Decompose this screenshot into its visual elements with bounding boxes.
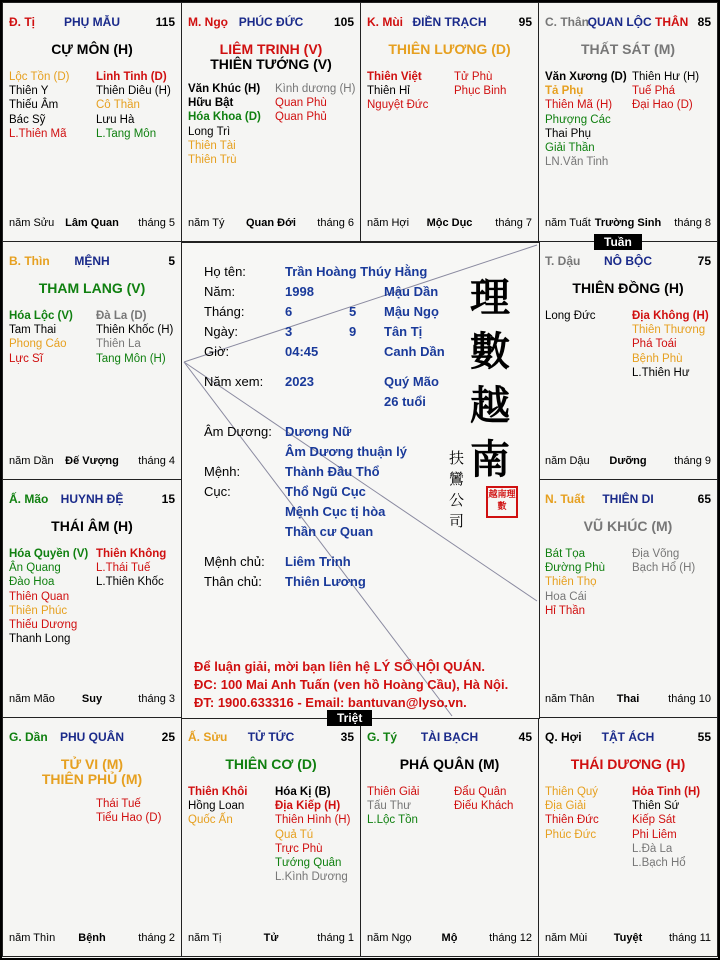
- minor-star: Hữu Bật: [188, 97, 234, 110]
- minor-star: L.Thiên Hư: [632, 366, 690, 379]
- minor-star: Thiên Không: [96, 548, 167, 560]
- palace-name: PHỤ MẪU: [64, 15, 120, 29]
- triet-marker: Triệt: [327, 710, 372, 726]
- palace-age-number: 85: [697, 15, 711, 29]
- minor-star: Thiên Khốc (H): [96, 324, 174, 337]
- palace-year: năm Dần: [9, 455, 54, 467]
- minor-stars-left: [545, 785, 599, 842]
- palace-year: năm Hợi: [367, 217, 410, 229]
- palace-header: [188, 15, 354, 31]
- minor-stars-left: [545, 70, 627, 169]
- minor-star: Thái Tuế: [96, 798, 141, 810]
- palace-name: TỬ TỨC: [247, 730, 295, 744]
- minor-stars-left: [9, 70, 70, 141]
- minor-star: Điếu Khách: [454, 800, 514, 813]
- minor-star: Lộc Tồn (D): [9, 71, 70, 83]
- palace-name: PHÚC ĐỨC: [238, 15, 304, 29]
- minor-star: Thiên Hình (H): [275, 814, 351, 827]
- main-star: THIÊN TƯỚNG (V): [210, 56, 332, 72]
- palace-position: G. Dần: [9, 730, 48, 744]
- palace-month: tháng 2: [138, 932, 175, 944]
- minor-star: Đẩu Quân: [454, 786, 507, 798]
- minor-star: Tuế Phá: [632, 85, 676, 98]
- main-star: CỰ MÔN (H): [51, 41, 133, 57]
- minor-star: Kình dương (H): [275, 83, 356, 95]
- palace-age-number: 95: [518, 15, 532, 29]
- palace-name: NÔ BỘC: [604, 254, 652, 268]
- minor-star: Đà La (D): [96, 310, 147, 322]
- palace-phase: Trường Sinh: [594, 217, 662, 229]
- minor-star: Kiếp Sát: [632, 814, 676, 827]
- palace-name: THIÊN DI: [602, 492, 654, 506]
- palace-name: TẬT ÁCH: [601, 730, 655, 744]
- minor-star: Thiên Y: [9, 85, 49, 98]
- minor-star: Phúc Đức: [545, 828, 597, 841]
- palace-month: tháng 1: [317, 932, 354, 944]
- minor-star: Thiên La: [96, 338, 141, 351]
- palace-age-number: 75: [697, 254, 711, 268]
- center-info-panel: [181, 242, 540, 719]
- minor-star: L.Thiên Khốc: [96, 576, 164, 589]
- minor-star: L.Tang Môn: [96, 127, 157, 140]
- minor-star: Địa Giải: [545, 800, 586, 813]
- minor-star: Thiên Việt: [367, 71, 422, 83]
- palace-year: năm Tuất: [545, 217, 591, 229]
- seal-side-text: [449, 448, 467, 532]
- palace-thien-di: [538, 479, 718, 718]
- palace-name: TÀI BẠCH: [420, 730, 479, 744]
- minor-star: Lưu Hà: [96, 113, 135, 126]
- minor-stars-left: [9, 309, 73, 366]
- seal-side-char: 扶: [449, 449, 465, 467]
- minor-star: Thiên Quan: [9, 590, 70, 603]
- contact-address: ĐC: 100 Mai Anh Tuấn (ven hồ Hoàng Cầu), Hà Nội.: [194, 677, 509, 692]
- minor-stars-left: [367, 785, 419, 828]
- minor-star: Hỏa Tinh (H): [632, 786, 701, 798]
- am-duong-label: Âm Dương:: [204, 424, 272, 439]
- minor-stars-right: [454, 70, 506, 98]
- minor-star: Tấu Thư: [367, 800, 411, 813]
- minor-star: Địa Võng: [632, 548, 680, 560]
- palace-phu-mau: [2, 2, 182, 242]
- main-star: THIÊN CƠ (D): [225, 756, 317, 772]
- palace-footer: [367, 932, 532, 946]
- palace-footer: [188, 932, 354, 946]
- nam-xem-value: 2023: [285, 374, 314, 389]
- ho-ten-value: Trần Hoàng Thúy Hằng: [285, 264, 428, 279]
- minor-stars-right: [96, 797, 161, 825]
- palace-phase: Bệnh: [78, 932, 106, 944]
- palace-name: MỆNH: [74, 254, 110, 268]
- palace-header: [9, 15, 175, 31]
- minor-star: Lực Sĩ: [9, 352, 43, 365]
- minor-stars-right: [96, 309, 173, 366]
- minor-star: Đại Hao (D): [632, 99, 693, 112]
- minor-star: Quả Tú: [275, 828, 314, 841]
- minor-star: Thiên Sứ: [632, 800, 680, 813]
- palace-phase: Tuyệt: [613, 932, 643, 944]
- palace-age-number: 35: [340, 730, 354, 744]
- palace-footer: [545, 693, 711, 707]
- palace-position: G. Tý: [367, 730, 398, 744]
- palace-month: tháng 7: [495, 217, 532, 229]
- palace-age-number: 65: [697, 492, 711, 506]
- minor-star: Hồng Loan: [188, 800, 245, 813]
- minor-star: Thiên Phúc: [9, 604, 68, 617]
- minor-stars-left: [545, 547, 605, 618]
- minor-star: Thiên Trù: [188, 153, 237, 166]
- palace-position: Ấ. Mão: [9, 492, 49, 506]
- minor-star: LN.Văn Tinh: [545, 156, 609, 169]
- minor-star: Thiên Giải: [367, 786, 420, 798]
- palace-age-number: 105: [333, 15, 354, 29]
- seal-char: 越: [470, 382, 510, 429]
- main-star: THÁI DƯƠNG (H): [570, 756, 686, 772]
- main-star: TỬ VI (M): [60, 756, 124, 772]
- minor-star: Đào Hoa: [9, 576, 55, 589]
- palace-footer: [9, 455, 175, 469]
- tuoi-value: 26 tuổi: [384, 394, 426, 409]
- minor-star: Hoa Cái: [545, 590, 587, 603]
- thang-value: 6: [285, 304, 293, 319]
- minor-star: Phi Liêm: [632, 828, 677, 841]
- than-cu-note: Thần cư Quan: [285, 524, 374, 539]
- palace-header: [545, 492, 711, 508]
- palace-year: năm Tý: [188, 217, 225, 229]
- palace-phuc-duc: [181, 2, 361, 242]
- palace-tai-bach: [360, 717, 539, 957]
- minor-star: Thiên Diêu (H): [96, 85, 171, 98]
- palace-footer: [545, 932, 711, 946]
- menh-value: Thành Đầu Thổ: [285, 464, 380, 479]
- minor-star: Trực Phù: [275, 842, 323, 855]
- palace-month: tháng 9: [674, 455, 711, 467]
- than-chu-value: Thiên Lương: [285, 574, 366, 589]
- palace-huynh-de: [2, 479, 182, 718]
- gio-label: Giờ:: [204, 344, 230, 359]
- palace-position: T. Dậu: [545, 254, 581, 268]
- minor-star: Thiếu Âm: [9, 99, 59, 112]
- palace-year: năm Mùi: [545, 932, 588, 944]
- minor-star: Phong Cáo: [9, 338, 67, 351]
- palace-header: [367, 730, 532, 746]
- palace-position: M. Ngọ: [188, 15, 228, 29]
- ngay-am-lich: 9: [349, 324, 357, 339]
- palace-phase: Lâm Quan: [65, 217, 119, 229]
- minor-star: Phá Toái: [632, 338, 677, 351]
- palace-footer: [367, 217, 532, 231]
- palace-phase: Đế Vượng: [65, 455, 119, 467]
- minor-star: L.Đà La: [632, 842, 673, 855]
- palace-phase: Dưỡng: [609, 455, 647, 467]
- minor-stars-left: [188, 785, 247, 828]
- minor-stars-left: [9, 547, 88, 646]
- than-chu-label: Thân chủ:: [204, 574, 262, 589]
- palace-tat-ach: [538, 717, 718, 957]
- palace-phase: Mộc Dục: [426, 217, 473, 229]
- palace-year: năm Thân: [545, 693, 595, 705]
- minor-star: L.Kình Dương: [275, 871, 348, 884]
- minor-star: Văn Xương (D): [545, 71, 627, 83]
- palace-age-number: 115: [155, 15, 175, 29]
- minor-star: L.Bạch Hổ: [632, 856, 686, 869]
- am-duong-value: Dương Nữ: [285, 424, 352, 439]
- palace-month: tháng 12: [489, 932, 532, 944]
- palace-age-number: 25: [161, 730, 175, 744]
- minor-star: Văn Khúc (H): [188, 83, 261, 95]
- palace-position: K. Mùi: [367, 15, 403, 29]
- minor-star: Tử Phù: [454, 71, 493, 83]
- seal-side-char: 公: [449, 491, 465, 509]
- palace-header: [545, 254, 711, 270]
- gio-value: 04:45: [285, 344, 319, 359]
- thang-am-lich: 5: [349, 304, 357, 319]
- ngay-label: Ngày:: [204, 324, 238, 339]
- am-duong-note: Âm Dương thuận lý: [285, 444, 407, 459]
- minor-star: Giải Thần: [545, 141, 595, 154]
- minor-star: Thiên Tài: [188, 139, 236, 152]
- palace-year: năm Thìn: [9, 932, 56, 944]
- minor-star: L.Thiên Mã: [9, 127, 67, 140]
- minor-star: Hỉ Thần: [545, 604, 586, 617]
- palace-footer: [9, 693, 175, 707]
- minor-star: Hóa Khoa (D): [188, 111, 261, 124]
- minor-stars-left: [367, 70, 428, 113]
- palace-menh: [2, 241, 182, 480]
- palace-name: HUYNH ĐỆ: [60, 492, 124, 506]
- minor-star: Thiên Khôi: [188, 786, 248, 798]
- minor-stars-right: [632, 547, 695, 575]
- palace-quan-loc: [538, 2, 718, 242]
- minor-star: Linh Tinh (D): [96, 71, 167, 83]
- palace-footer: [545, 455, 711, 469]
- cuc-note: Mệnh Cục tị hòa: [285, 504, 386, 519]
- palace-month: tháng 5: [138, 217, 175, 229]
- thang-can-chi: Mậu Ngọ: [384, 304, 439, 319]
- palace-header: [545, 730, 711, 746]
- palace-footer: [9, 217, 175, 231]
- palace-month: tháng 6: [317, 217, 354, 229]
- palace-phase: Quan Đới: [246, 217, 296, 229]
- minor-star: Long Trì: [188, 125, 231, 138]
- tuan-marker: Tuần: [594, 234, 642, 250]
- palace-year: năm Tị: [188, 932, 222, 944]
- palace-header: [9, 730, 175, 746]
- minor-star: Địa Kiếp (H): [275, 800, 341, 813]
- palace-position: Q. Hợi: [545, 730, 582, 744]
- minor-star: Thiên Đức: [545, 814, 599, 827]
- main-star: PHÁ QUÂN (M): [399, 756, 500, 772]
- palace-footer: [545, 217, 711, 231]
- palace-footer: [188, 217, 354, 231]
- minor-stars-right: [275, 785, 350, 884]
- palace-year: năm Mão: [9, 693, 55, 705]
- seal-char: 理: [470, 274, 510, 321]
- palace-dien-trach: [360, 2, 539, 242]
- palace-header: [9, 492, 175, 508]
- palace-name: ĐIỀN TRẠCH: [412, 15, 487, 29]
- minor-star: Hóa Kị (B): [275, 786, 331, 798]
- contact-line-1: Để luận giải, mời bạn liên hệ LÝ SỐ HỘI QUÁN.: [194, 659, 485, 674]
- seal-side-char: 鸞: [449, 470, 465, 488]
- palace-header: [9, 254, 175, 270]
- main-star: THIÊN ĐỒNG (H): [572, 280, 684, 296]
- palace-position: C. Thân: [545, 15, 589, 29]
- palace-no-boc: [538, 241, 718, 480]
- minor-star: Bạch Hổ (H): [632, 562, 696, 575]
- ngay-value: 3: [285, 324, 293, 339]
- minor-stars-left: [188, 82, 261, 167]
- minor-star: Thiên Thọ: [545, 576, 597, 589]
- palace-year: năm Dậu: [545, 455, 590, 467]
- minor-star: Thiên Thương: [632, 324, 706, 337]
- cuc-label: Cục:: [204, 484, 231, 499]
- minor-star: Thiên Hỉ: [367, 85, 410, 98]
- nam-xem-can-chi: Quý Mão: [384, 374, 439, 389]
- minor-star: Tả Phụ: [545, 85, 584, 98]
- minor-star: Thai Phụ: [545, 127, 592, 140]
- palace-name: PHU QUÂN: [59, 730, 124, 744]
- minor-star: Long Đức: [545, 310, 596, 322]
- palace-phase: Thai: [616, 693, 640, 705]
- minor-star: Tiểu Hao (D): [96, 812, 162, 825]
- minor-star: Quan Phủ: [275, 111, 327, 124]
- palace-position: N. Tuất: [545, 492, 585, 506]
- minor-star: Tướng Quân: [275, 856, 342, 869]
- minor-star: Quốc Ấn: [188, 814, 233, 827]
- minor-star: Ân Quang: [9, 562, 61, 575]
- palace-month: tháng 11: [668, 932, 711, 944]
- palace-position: Ấ. Sửu: [188, 730, 228, 744]
- main-star: THÁI ÂM (H): [51, 518, 133, 534]
- cuc-value: Thổ Ngũ Cục: [285, 484, 366, 499]
- palace-phase: Tử: [263, 932, 279, 944]
- minor-star: Hóa Quyền (V): [9, 548, 89, 560]
- minor-star: Hóa Lộc (V): [9, 310, 73, 322]
- palace-footer: [9, 932, 175, 946]
- menh-label: Mệnh:: [204, 464, 241, 479]
- main-star: VŨ KHÚC (M): [583, 518, 673, 534]
- seal-char: 南: [470, 436, 510, 483]
- minor-star: Tang Môn (H): [96, 352, 166, 365]
- nam-xem-label: Năm xem:: [204, 374, 264, 389]
- minor-stars-right: [275, 82, 355, 125]
- palace-position: Đ. Tị: [9, 15, 35, 29]
- minor-star: Thanh Long: [9, 633, 71, 646]
- nam-can-chi: Mậu Dần: [384, 284, 439, 299]
- palace-year: năm Ngọ: [367, 932, 412, 944]
- thang-label: Tháng:: [204, 304, 245, 319]
- minor-star: Nguyệt Đức: [367, 99, 429, 112]
- seal-char: 數: [470, 328, 510, 375]
- palace-name: QUAN LỘC THÂN: [587, 15, 689, 29]
- menh-chu-value: Liêm Trinh: [285, 554, 351, 569]
- seal-side-char: 司: [449, 512, 465, 530]
- minor-star: Phượng Các: [545, 113, 611, 126]
- minor-star: Phục Binh: [454, 85, 507, 98]
- minor-star: Bác Sỹ: [9, 113, 46, 126]
- palace-month: tháng 10: [668, 693, 711, 705]
- palace-month: tháng 3: [138, 693, 175, 705]
- palace-position: B. Thìn: [9, 254, 50, 268]
- minor-stars-right: [632, 70, 699, 113]
- minor-star: L.Thái Tuế: [96, 562, 151, 575]
- palace-phase: Suy: [81, 693, 103, 705]
- minor-star: Thiên Quý: [545, 786, 599, 798]
- menh-chu-label: Mệnh chủ:: [204, 554, 265, 569]
- main-star: THAM LANG (V): [38, 280, 146, 296]
- palace-tu-tuc: [181, 717, 361, 957]
- palace-age-number: 55: [697, 730, 711, 744]
- seal-calligraphy: [470, 271, 510, 487]
- palace-phase: Mộ: [441, 932, 458, 944]
- contact-phone-email: ĐT: 1900.633316 - Email: bantuvan@lyso.vn.: [194, 695, 467, 710]
- palace-year: năm Sửu: [9, 217, 55, 229]
- main-star: LIÊM TRINH (V): [219, 41, 323, 57]
- palace-month: tháng 4: [138, 455, 175, 467]
- palace-phu-quan: [2, 717, 182, 957]
- minor-stars-right: [96, 70, 171, 141]
- minor-star: Đường Phù: [545, 562, 605, 575]
- minor-stars-right: [632, 785, 700, 870]
- minor-star: Địa Không (H): [632, 310, 709, 322]
- minor-stars-right: [454, 785, 513, 813]
- minor-star: L.Lộc Tồn: [367, 814, 418, 827]
- minor-star: Quan Phù: [275, 97, 327, 110]
- nam-value: 1998: [285, 284, 314, 299]
- minor-stars-right: [96, 547, 166, 590]
- gio-can-chi: Canh Dần: [384, 344, 445, 359]
- palace-header: [545, 15, 711, 31]
- palace-age-number: 5: [168, 254, 175, 268]
- minor-star: Tam Thai: [9, 324, 57, 337]
- ngay-can-chi: Tân Tị: [384, 324, 423, 339]
- ho-ten-label: Họ tên:: [204, 264, 246, 279]
- minor-stars-left: [545, 309, 596, 323]
- palace-month: tháng 8: [674, 217, 711, 229]
- minor-star: Thiên Hư (H): [632, 71, 700, 83]
- minor-star: Cô Thần: [96, 99, 140, 112]
- minor-star: Bệnh Phù: [632, 352, 683, 365]
- main-star: THẤT SÁT (M): [580, 41, 676, 57]
- minor-stars-right: [632, 309, 709, 380]
- nam-label: Năm:: [204, 284, 236, 299]
- minor-star: Bát Tọa: [545, 548, 586, 560]
- than-marker: THÂN: [655, 15, 689, 29]
- palace-header: [188, 730, 354, 746]
- palace-age-number: 45: [518, 730, 532, 744]
- red-stamp: 越南理數: [486, 486, 518, 518]
- minor-star: Thiếu Dương: [9, 618, 78, 631]
- palace-header: [367, 15, 532, 31]
- main-star: THIÊN LƯƠNG (D): [388, 41, 511, 57]
- main-star: THIÊN PHỦ (M): [41, 771, 143, 787]
- minor-star: Thiên Mã (H): [545, 99, 613, 112]
- palace-age-number: 15: [161, 492, 175, 506]
